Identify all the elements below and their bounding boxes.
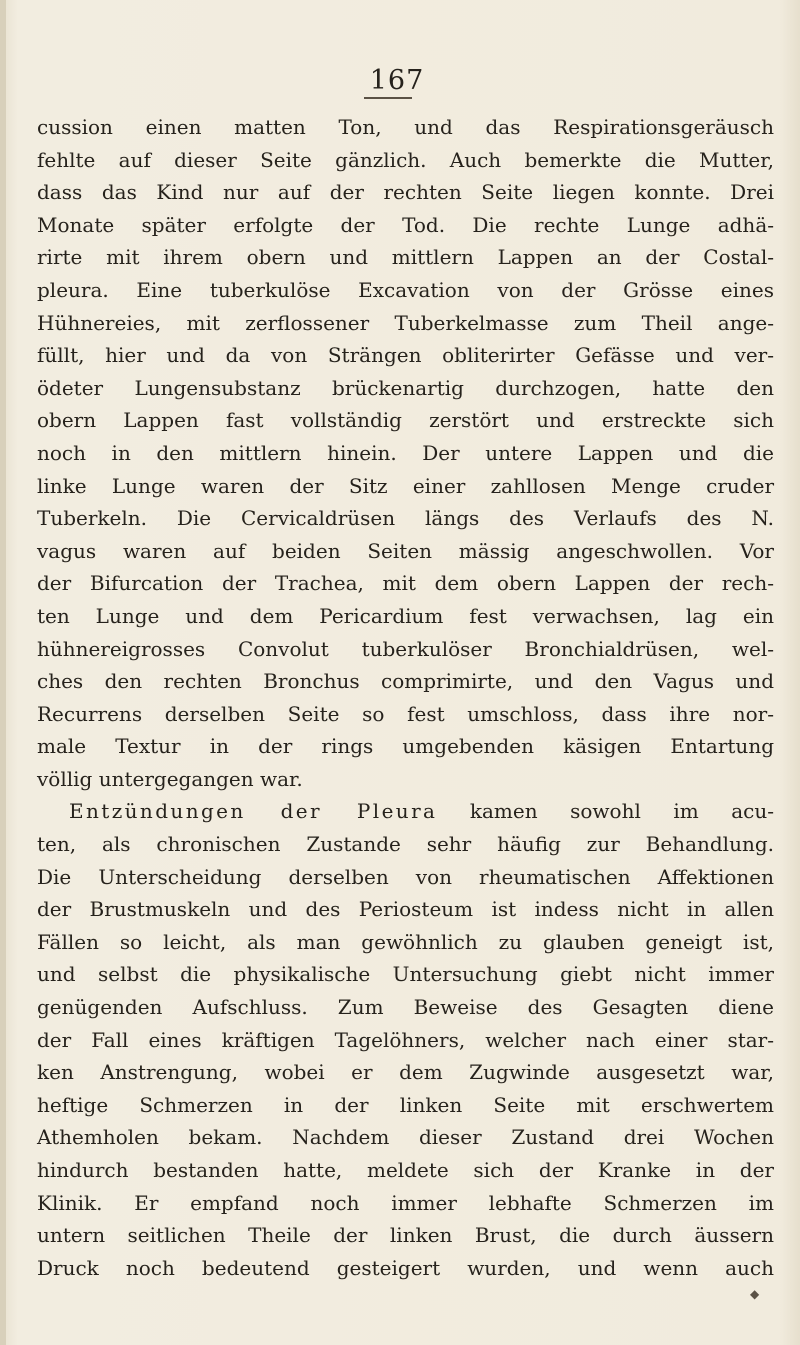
text-line: Druck noch bedeutend gesteigert wurden, und wenn auch [37,1255,774,1280]
ink-speck: ◆ [750,1287,760,1301]
text-line: linke Lunge waren der Sitz einer zahllosen Menge cruder [37,473,774,498]
text-line: genügenden Aufschluss. Zum Beweise des Gesagten diene [37,995,774,1020]
paragraph-opening-line [37,795,774,828]
page-number: 167 [369,65,425,96]
spaced-heading-text: Entzündungen der Pleura [69,799,438,824]
text-line: Klinik. Er empfand noch immer lebhafte Schmerzen im [37,1190,774,1215]
text-line: der Fall eines kräftigen Tagelöhners, welcher nach einer star- [37,1027,774,1052]
text-line: Monate später erfolgte der Tod. Die rechte Lunge adhä- [37,212,774,237]
page-number-rule [364,97,412,99]
text-line: rirte mit ihrem obern und mittlern Lappen an der Costal- [37,245,774,270]
text-line: Hühnereies, mit zerflossener Tuberkelmasse zum Theil ange- [37,310,774,335]
text-line: vagus waren auf beiden Seiten mässig angeschwollen. Vor [37,538,774,563]
text-line: Athemholen bekam. Nachdem dieser Zustand drei Wochen [37,1125,774,1150]
text-line: ches den rechten Bronchus comprimirte, und den Vagus und [37,669,774,694]
text-line: füllt, hier und da von Strängen obliterirter Gefässe und ver- [37,343,774,368]
text-line: obern Lappen fast vollständig zerstört und erstreckte sich [37,408,774,433]
text-line: ten Lunge und dem Pericardium fest verwachsen, lag ein [37,603,774,628]
page-left-edge [0,0,6,1345]
text-line: der Brustmuskeln und des Periosteum ist indess nicht in allen [37,897,774,922]
text-line: dass das Kind nur auf der rechten Seite liegen konnte. Drei [37,180,774,205]
text-line: Recurrens derselben Seite so fest umschloss, dass ihre nor- [37,701,774,726]
text-line: ödeter Lungensubstanz brückenartig durchzogen, hatte den [37,375,774,400]
text-line: Tuberkeln. Die Cervicaldrüsen längs des Verlaufs des N. [37,506,774,531]
text-line: fehlte auf dieser Seite gänzlich. Auch bemerkte die Mutter, [37,147,774,172]
text-line: und selbst die physikalische Untersuchung giebt nicht immer [37,962,774,987]
text-line: untern seitlichen Theile der linken Brust, die durch äussern [37,1223,774,1248]
text-line: hindurch bestanden hatte, meldete sich der Kranke in der [37,1158,774,1182]
text-line: heftige Schmerzen in der linken Seite mit erschwertem [37,1092,774,1117]
text-line: Fällen so leicht, als man gewöhnlich zu glauben geneigt ist, [37,929,774,954]
text-line: Die Unterscheidung derselben von rheumatischen Affektionen [37,864,774,889]
opening-line-rest: kamen sowohl im acu- [469,799,774,824]
text-line: ten, als chronischen Zustande sehr häufig zur Behandlung. [37,832,774,857]
text-line: male Textur in der rings umgebenden käsigen Entartung [37,734,774,759]
text-line: völlig untergegangen war. [37,766,303,791]
text-line: cussion einen matten Ton, und das Respirationsgeräusch [37,115,774,139]
text-line: hühnereigrosses Convolut tuberkulöser Bronchialdrüsen, wel- [37,636,774,661]
text-line: ken Anstrengung, wobei er dem Zugwinde ausgesetzt war, [37,1060,774,1085]
text-line: der Bifurcation der Trachea, mit dem obern Lappen der rech- [37,571,774,596]
text-line: noch in den mittlern hinein. Der untere Lappen und die [37,440,774,465]
text-line: pleura. Eine tuberkulöse Excavation von der Grösse eines [37,277,774,302]
body-text [37,111,774,1284]
